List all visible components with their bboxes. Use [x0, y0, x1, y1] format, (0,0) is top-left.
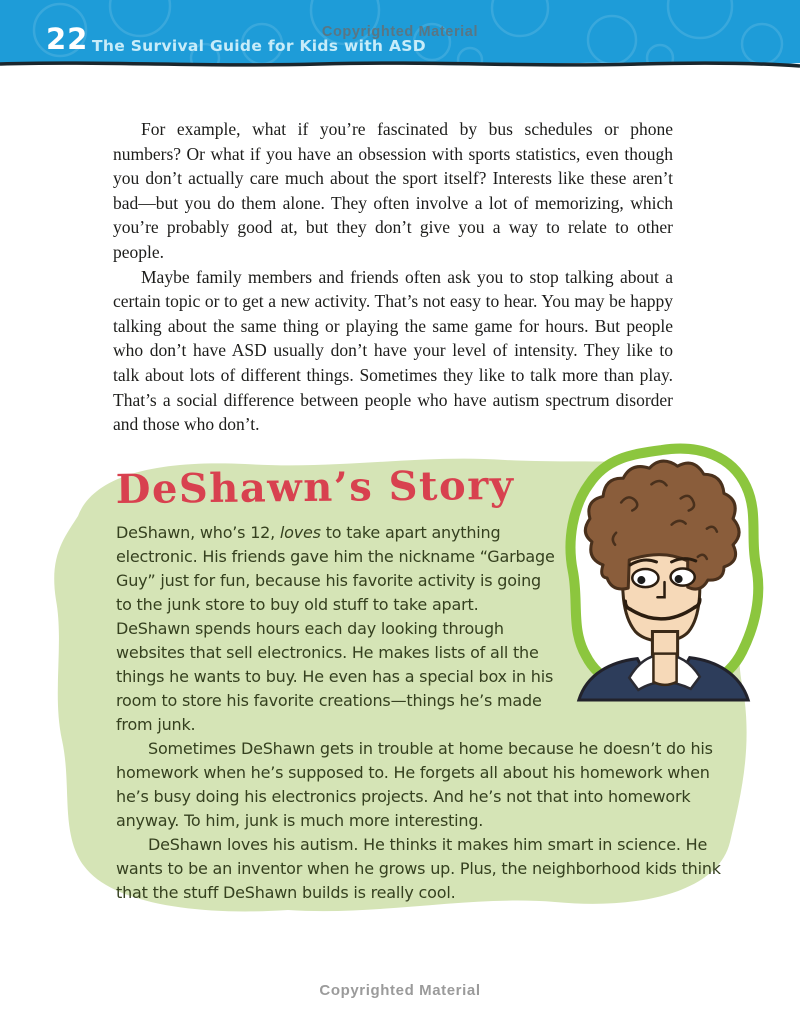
deshawn-illustration: [558, 440, 766, 702]
page-number: 22: [46, 22, 89, 56]
story-title: DeShawn’s Story: [115, 461, 515, 513]
watermark-top: Copyrighted Material: [321, 24, 479, 40]
story-sidebar: [40, 444, 768, 936]
page-header: [0, 0, 800, 76]
watermark-bottom: Copyrighted Material: [319, 982, 481, 999]
body-paragraph-1: For example, what if you’re fascinated by bus schedules or phone numbers? Or what if you have an obsession with sports statistics, even though you don’t actually care much about the sport itself? Interests like these aren’t bad—but you do them alone. They often involve a lot of memorizing, which you’re probably good at, but they don’t give you a way to relate to other people.: [113, 119, 673, 262]
wavy-divider-line: [0, 63, 800, 66]
book-title: The Survival Guide for Kids with ASD: [92, 37, 426, 55]
body-paragraph-2: Maybe family members and friends often ask you to stop talking about a certain topic or to get a new activity. That’s not easy to hear. You may be happy talking about the same thing or playing the same game for hours. But people who don’t have ASD usually don’t have your level of intensity. They like to talk about lots of different things. Sometimes they like to talk more than play. That’s a social difference between people who have autism spectrum disorder and those who don’t.: [113, 266, 673, 435]
story-p1-pre: DeShawn, who’s 12,: [116, 523, 280, 542]
story-paragraph-3: DeShawn loves his autism. He thinks it makes him smart in science. He wants to be an inventor when he grows up. Plus, the neighborhood kids think that the stuff DeShawn builds is really cool.: [116, 835, 721, 902]
story-paragraph-2: Sometimes DeShawn gets in trouble at home because he doesn’t do his homework when he’s supposed to. He forgets all about his homework when he’s busy doing his electronics projects. And he’s not that into homework anyway. To him, junk is much more interesting.: [116, 739, 713, 830]
story-p1-italic: loves: [279, 523, 321, 542]
neck-front: [653, 654, 676, 685]
body-text: [113, 117, 673, 437]
story-p1-post: to take apart anything electronic. His friends gave him the nickname “Garbage Guy” just for fun, because his favorite activity is going to the junk store to buy old stuff to take apart. DeShawn spends hours each day looking through websites that sell electronics. He makes lists of all the things he wants to buy. He even has a special box in his room to store his favorite creations—things he’s made from junk.: [116, 523, 555, 734]
